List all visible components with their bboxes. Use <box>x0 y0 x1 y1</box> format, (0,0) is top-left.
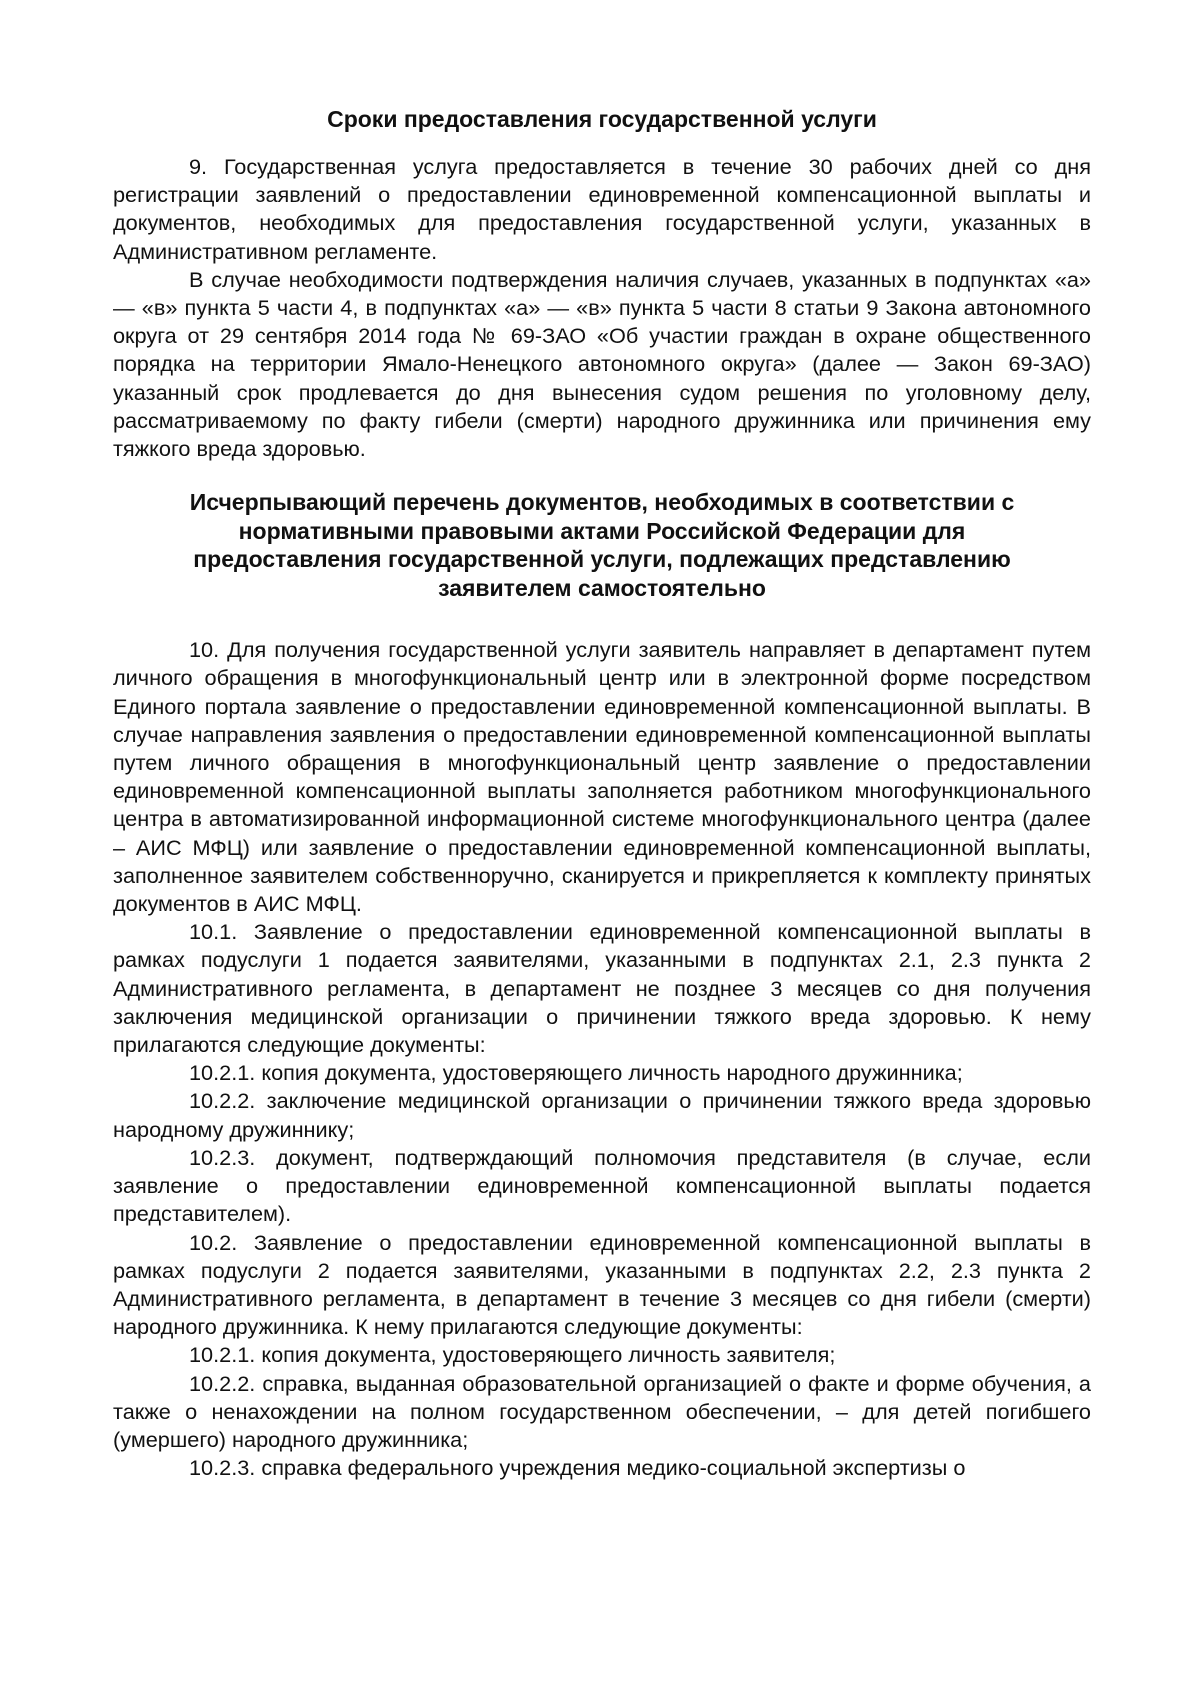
document-page <box>113 105 1091 1482</box>
paragraph-10-1: 10.1. Заявление о предоставлении единовременной компенсационной выплаты в рамках подуслуги 1 подается заявителями, указанными в подпунктах 2.1, 2.3 пункта 2 Административного регламента, в департамент не позднее 3 месяцев со дня получения заключения медицинской организации о причинении тяжкого вреда здоровью. К нему прилагаются следующие документы: <box>113 919 1091 1058</box>
paragraph-10-2-item-3: 10.2.3. справка федерального учреждения медико-социальной экспертизы о <box>189 1455 966 1481</box>
paragraph-9-extension: В случае необходимости подтверждения наличия случаев, указанных в подпунктах «а» — «в» пункта 5 части 4, в подпунктах «а» — «в» пункта 5 части 8 статьи 9 Закона автономного округа от 29 сентября 2014 года № 69-ЗАО «Об участии граждан в охране общественного порядка на территории Ямало-Ненецкого автономного округа» (далее — Закон 69-ЗАО) указанный срок продлевается до дня вынесения судом решения по уголовному делу, рассматриваемому по факту гибели (смерти) народного дружинника или причинения ему тяжкого вреда здоровью. <box>113 266 1091 462</box>
paragraph-10-1-item-2: 10.2.2. заключение медицинской организации о причинении тяжкого вреда здоровью народному дружиннику; <box>113 1088 1091 1142</box>
paragraph-10: 10. Для получения государственной услуги заявитель направляет в департамент путем личного обращения в многофункциональный центр или в электронной форме посредством Единого портала заявление о предоставлении единовременной компенсационной выплаты. В случае направления заявления о предоставлении единовременной компенсационной выплаты путем личного обращения в многофункциональный центр заявление о предоставлении единовременной компенсационной выплаты заполняется работником многофункционального центра в автоматизированной информационной системе многофункционального центра (далее – АИС МФЦ) или заявление о предоставлении единовременной компенсационной выплаты, заполненное заявителем собственноручно, сканируется и прикрепляется к комплекту принятых документов в АИС МФЦ. <box>113 637 1091 917</box>
paragraph-10-2-item-2: 10.2.2. справка, выданная образовательной организацией о факте и форме обучения, а также о ненахождении на полном государственном обеспечении, – для детей погибшего (умершего) народного дружинника; <box>113 1370 1091 1452</box>
paragraph-10-1-item-3: 10.2.3. документ, подтверждающий полномочия представителя (в случае, если заявление о предоставлении единовременной компенсационной выплаты подается представителем). <box>113 1144 1091 1227</box>
paragraph-10-2-item-1: 10.2.1. копия документа, удостоверяющего личность заявителя; <box>189 1342 836 1368</box>
paragraph-10-2: 10.2. Заявление о предоставлении единовременной компенсационной выплаты в рамках подуслуги 2 подается заявителями, указанными в подпунктах 2.2, 2.3 пункта 2 Административного регламента, в департамент в течение 3 месяцев со дня гибели (смерти) народного дружинника. К нему прилагаются следующие документы: <box>113 1229 1091 1340</box>
paragraph-10-1-item-1: 10.2.1. копия документа, удостоверяющего личность народного дружинника; <box>189 1060 963 1086</box>
paragraph-9: 9. Государственная услуга предоставляется в течение 30 рабочих дней со дня регистрации заявлений о предоставлении единовременной компенсационной выплаты и документов, необходимых для предоставления государственной услуги, указанных в Административном регламенте. <box>113 154 1091 264</box>
section-title-documents: Исчерпывающий перечень документов, необходимых в соответствии с нормативными правовыми актами Российской Федерации для предоставления государственной услуги, подлежащих представлению заявителем самостоятельно <box>189 489 1015 601</box>
section-title-deadlines: Сроки предоставления государственной услуги <box>327 106 877 132</box>
